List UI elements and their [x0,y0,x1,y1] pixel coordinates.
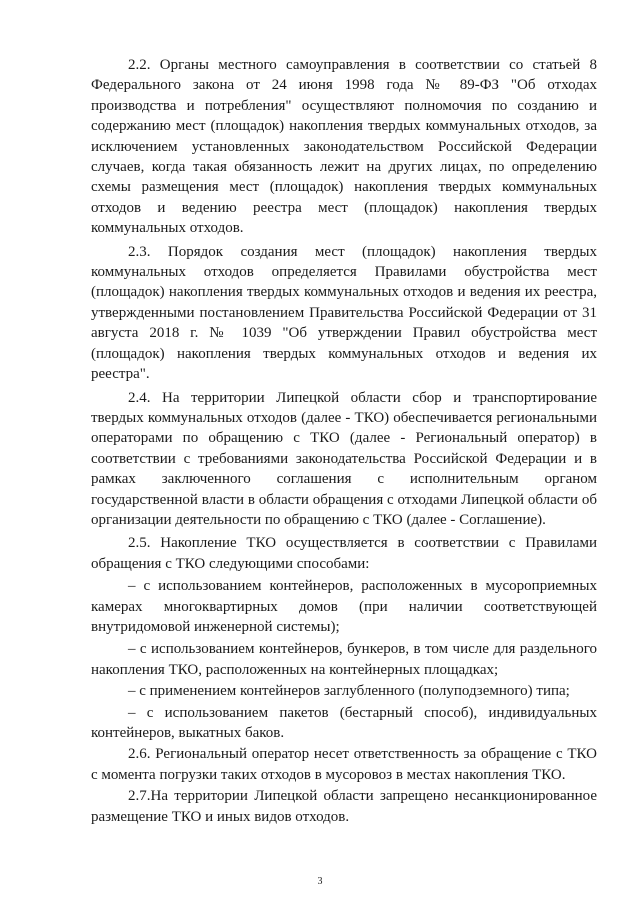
paragraph-2-3: 2.3. Порядок создания мест (площадок) накопления твердых коммунальных отходов определяется Правилами обустройства мест (площадок) накопления твердых коммунальных отходов и ведения их реестра, утвержденными постановлением Правительства Российской Федерации от 31 августа 2018 г. № 1039 "Об утверждении Правил обустройства мест (площадок) накопления твердых коммунальных отходов и ведения их реестра". [91,243,597,383]
list-item-chute-containers: – с использованием контейнеров, расположенных в мусороприемных камерах многоквартирных домов (при наличии соответствующей внутридомовой инженерной системы); [91,578,597,635]
list-item-container-sites: – с использованием контейнеров, бункеров, в том числе для раздельного накопления ТКО, расположенных на контейнерных площадках; [91,641,597,678]
paragraph-2-2: 2.2. Органы местного самоуправления в соответствии со статьей 8 Федерального закона от 24 июня 1998 года № 89-ФЗ "Об отходах производства и потребления" осуществляют полномочия по созданию и содержанию мест (площадок) накопления твердых коммунальных отходов, за исключением установленных законодательством Российской Федерации случаев, когда такая обязанность лежит на других лицах, по определению схемы размещения мест (площадок) накопления твердых коммунальных отходов и ведению реестра мест (площадок) накопления твердых коммунальных отходов. [91,57,597,237]
paragraph-2-7: 2.7.На территории Липецкой области запрещено несанкционированное размещение ТКО и иных видов отходов. [91,788,597,825]
paragraph-2-5: 2.5. Накопление ТКО осуществляется в соответствии с Правилами обращения с ТКО следующими способами: [91,535,597,572]
list-item-bags: – с использованием пакетов (бестарный способ), индивидуальных контейнеров, выкатных баков. [91,704,597,741]
paragraph-2-6: 2.6. Региональный оператор несет ответственность за обращение с ТКО с момента погрузки таких отходов в мусоровоз в местах накопления ТКО. [91,746,597,783]
list-item-underground-containers: – с применением контейнеров заглубленного (полуподземного) типа; [128,683,570,700]
paragraph-2-4: 2.4. На территории Липецкой области сбор и транспортирование твердых коммунальных отходов (далее - ТКО) обеспечивается региональными операторами по обращению с ТКО (далее - Региональный оператор) в соответствии с требованиями законодательства Российской Федерации и в рамках заключенного соглашения с исполнительным органом государственной власти в области обращения с отходами Липецкой области об организации деятельности по обращению с ТКО (далее - Соглашение). [91,389,597,528]
document-body [91,55,597,827]
page-number: 3 [317,876,323,887]
